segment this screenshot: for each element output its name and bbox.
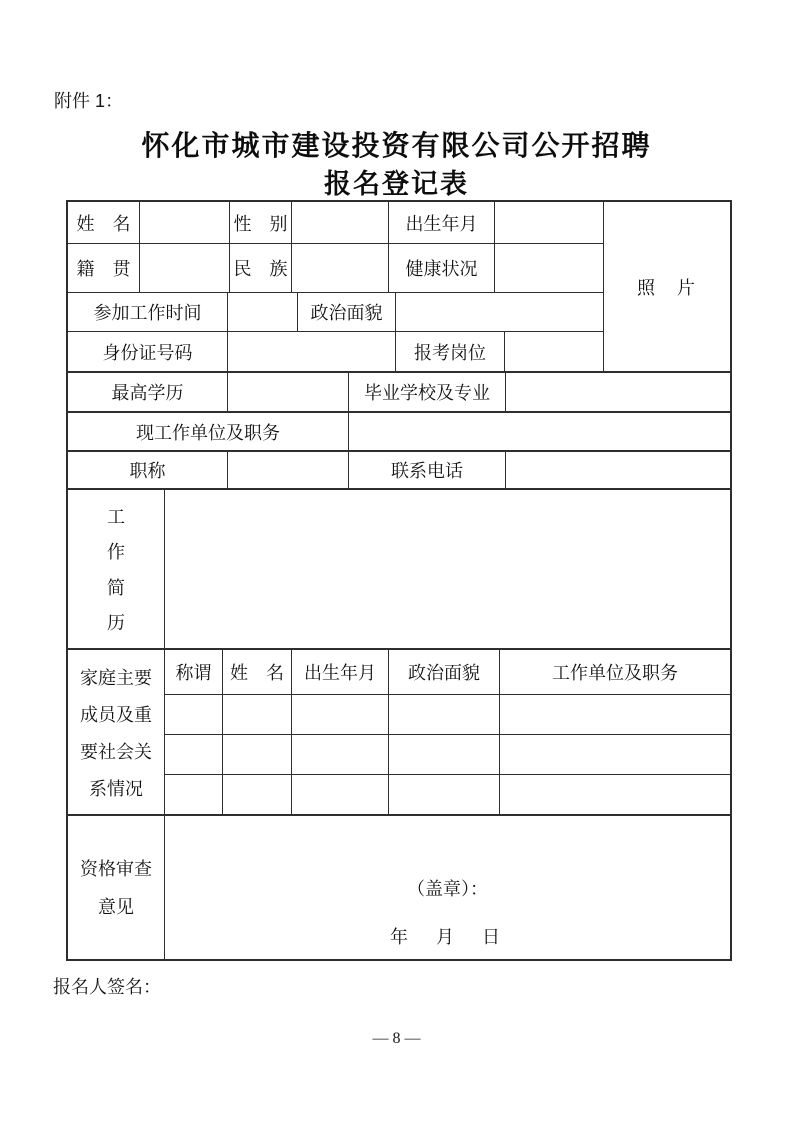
- work-history-char: 历: [107, 613, 125, 634]
- review-label-line: 意见: [98, 896, 134, 917]
- family-birth-cell: [292, 695, 389, 734]
- review-label-line: 资格审查: [80, 858, 152, 879]
- family-row: [165, 734, 730, 774]
- family-birth-header: 出生年月: [292, 650, 389, 694]
- family-header-row: [165, 650, 730, 694]
- review-body-cell: [165, 816, 730, 959]
- name-label: 姓 名: [68, 202, 140, 243]
- health-status-value-cell: [495, 244, 603, 292]
- family-label-line: 系情况: [89, 778, 143, 799]
- political-status-value-cell: [396, 293, 603, 331]
- family-employer-header: 工作单位及职务: [552, 663, 678, 683]
- id-number-label: 身份证号码: [68, 332, 228, 371]
- work-history-label: [68, 490, 165, 648]
- family-name-cell: [223, 775, 292, 814]
- attachment-label: 附件 1：: [54, 91, 124, 111]
- family-label-line: 成员及重: [80, 704, 152, 725]
- phone-value-cell: [506, 452, 730, 488]
- gender-value-cell: [292, 202, 389, 243]
- family-name-cell: [223, 735, 292, 774]
- school-major-label: 毕业学校及专业: [349, 373, 506, 411]
- row-workstart-political: [68, 292, 603, 331]
- family-relation-cell: [165, 695, 223, 734]
- work-history-char: 作: [107, 542, 125, 563]
- applicant-signature-label: 报名人签名：: [53, 977, 161, 997]
- work-start-label: 参加工作时间: [68, 293, 228, 331]
- row-name-gender-birth: [68, 202, 603, 243]
- family-political-cell: [389, 775, 500, 814]
- job-title-label: 职称: [68, 452, 228, 488]
- family-label-line: 要社会关: [80, 741, 152, 762]
- family-name-header: 姓 名: [223, 650, 292, 694]
- seal-label: （盖章）：: [407, 879, 488, 899]
- work-history-char: 工: [107, 506, 125, 527]
- political-status-label: 政治面貌: [298, 293, 396, 331]
- family-relation-header: 称谓: [165, 650, 223, 694]
- family-relation-cell: [165, 735, 223, 774]
- family-political-cell: [389, 735, 500, 774]
- ethnicity-label: 民 族: [230, 244, 292, 292]
- registration-form-table: [66, 200, 732, 961]
- basic-info-section: [68, 202, 730, 371]
- row-title-phone: [68, 450, 730, 488]
- page-number: — 8 —: [372, 1030, 421, 1047]
- family-birth-cell: [292, 775, 389, 814]
- family-relation-cell: [165, 775, 223, 814]
- current-employer-value-cell: [349, 413, 730, 450]
- native-place-value-cell: [140, 244, 230, 292]
- family-political-header: 政治面貌: [389, 650, 500, 694]
- birth-date-value-cell: [495, 202, 603, 243]
- applied-position-label: 报考岗位: [396, 332, 505, 371]
- row-current-employer: [68, 411, 730, 450]
- row-native-ethnic-health: [68, 243, 603, 292]
- work-history-section: [68, 488, 730, 648]
- school-major-value-cell: [506, 373, 730, 411]
- family-employer-cell: [500, 735, 730, 774]
- family-political-cell: [389, 695, 500, 734]
- ethnicity-value-cell: [292, 244, 389, 292]
- photo-cell: 照 片: [603, 202, 730, 371]
- row-id-position: [68, 331, 603, 371]
- family-row: [165, 774, 730, 814]
- education-value-cell: [228, 373, 349, 411]
- date-label: 年 月 日: [390, 927, 505, 947]
- work-history-char: 简: [107, 577, 125, 598]
- education-label: 最高学历: [68, 373, 228, 411]
- job-title-value-cell: [228, 452, 349, 488]
- family-birth-cell: [292, 735, 389, 774]
- family-label-line: 家庭主要: [80, 667, 152, 688]
- document-title-line2: 报名登记表: [324, 169, 469, 199]
- document-title-line1: 怀化市城市建设投资有限公司公开招聘: [141, 130, 652, 161]
- gender-label: 性 别: [230, 202, 292, 243]
- family-row: [165, 694, 730, 734]
- native-place-label: 籍 贯: [68, 244, 140, 292]
- phone-label: 联系电话: [349, 452, 506, 488]
- id-number-value-cell: [228, 332, 396, 371]
- name-value-cell: [140, 202, 230, 243]
- review-section: [68, 814, 730, 959]
- work-start-value-cell: [228, 293, 298, 331]
- family-employer-cell: [500, 695, 730, 734]
- family-name-cell: [223, 695, 292, 734]
- health-status-label: 健康状况: [389, 244, 495, 292]
- applied-position-value-cell: [505, 332, 603, 371]
- family-employer-cell: [500, 775, 730, 814]
- row-education-school: [68, 371, 730, 411]
- birth-date-label: 出生年月: [389, 202, 495, 243]
- work-history-value-cell: [165, 490, 730, 648]
- family-section: [68, 648, 730, 814]
- current-employer-label: 现工作单位及职务: [68, 413, 349, 450]
- family-section-label: [68, 650, 165, 814]
- review-label: [68, 816, 165, 959]
